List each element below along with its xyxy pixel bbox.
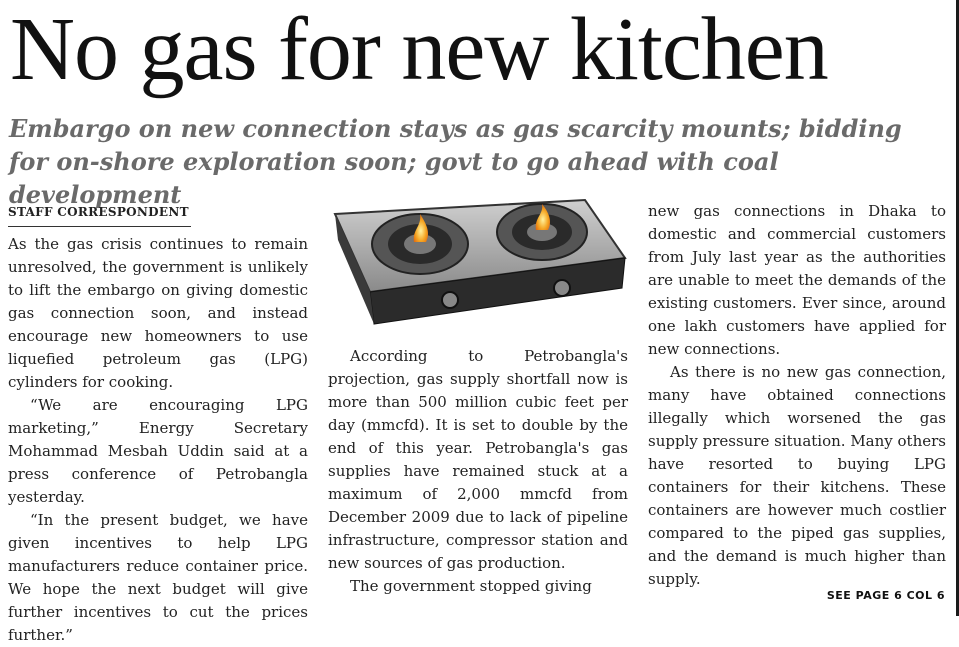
paragraph: As the gas crisis continues to remain unresolved, the government is unlikely to lift the embargo on giving domestic gas connection soon, and instead encourage new homeowners to use liquefied petroleum gas (LPG) cylinders for cooking. [8, 235, 308, 391]
byline: STAFF CORRESPONDENT [8, 201, 191, 227]
paragraph: As there is no new gas connection, many have obtained connections illegally which worsened the gas supply pressure situation. Many others have resorted to buying LPG containers for their kitchens. These containers are however much costlier compared to the piped gas supplies, and the demand is much higher than supply. [648, 363, 946, 588]
paragraph: According to Petrobangla's projection, gas supply shortfall now is more than 500 million cubic feet per day (mmcfd). It is set to double by the end of this year. Petrobangla's gas supplies have remained stuck at a maximum of 2,000 mmcfd from December 2009 due to lack of pipeline infrastructure, compressor station and new sources of gas production. [328, 347, 628, 572]
paragraph: “We are encouraging LPG marketing,” Energy Secretary Mohammad Mesbah Uddin said at a press conference of Petrobangla yesterday. [8, 396, 308, 506]
article-column-1 [8, 200, 308, 647]
paragraph: The government stopped giving [350, 577, 592, 595]
article-column-3 [648, 200, 946, 591]
subheadline: Embargo on new connection stays as gas scarcity mounts; bidding for on-shore exploration soon; govt to go ahead with coal development [9, 114, 902, 209]
gas-stove-icon [330, 196, 630, 336]
continuation-note[interactable]: SEE PAGE 6 COL 6 [826, 589, 945, 602]
article-column-2 [328, 345, 628, 598]
paragraph: “In the present budget, we have given incentives to help LPG manufacturers reduce container price. We hope the next budget will give further incentives to cut the prices further.” [8, 511, 308, 644]
gas-stove-image [330, 196, 630, 336]
headline: No gas for new kitchen [10, 0, 828, 99]
paragraph: new gas connections in Dhaka to domestic and commercial customers from July last year as the authorities are unable to meet the demands of the existing customers. Ever since, around one lakh customers have applied for new connections. [648, 202, 946, 358]
